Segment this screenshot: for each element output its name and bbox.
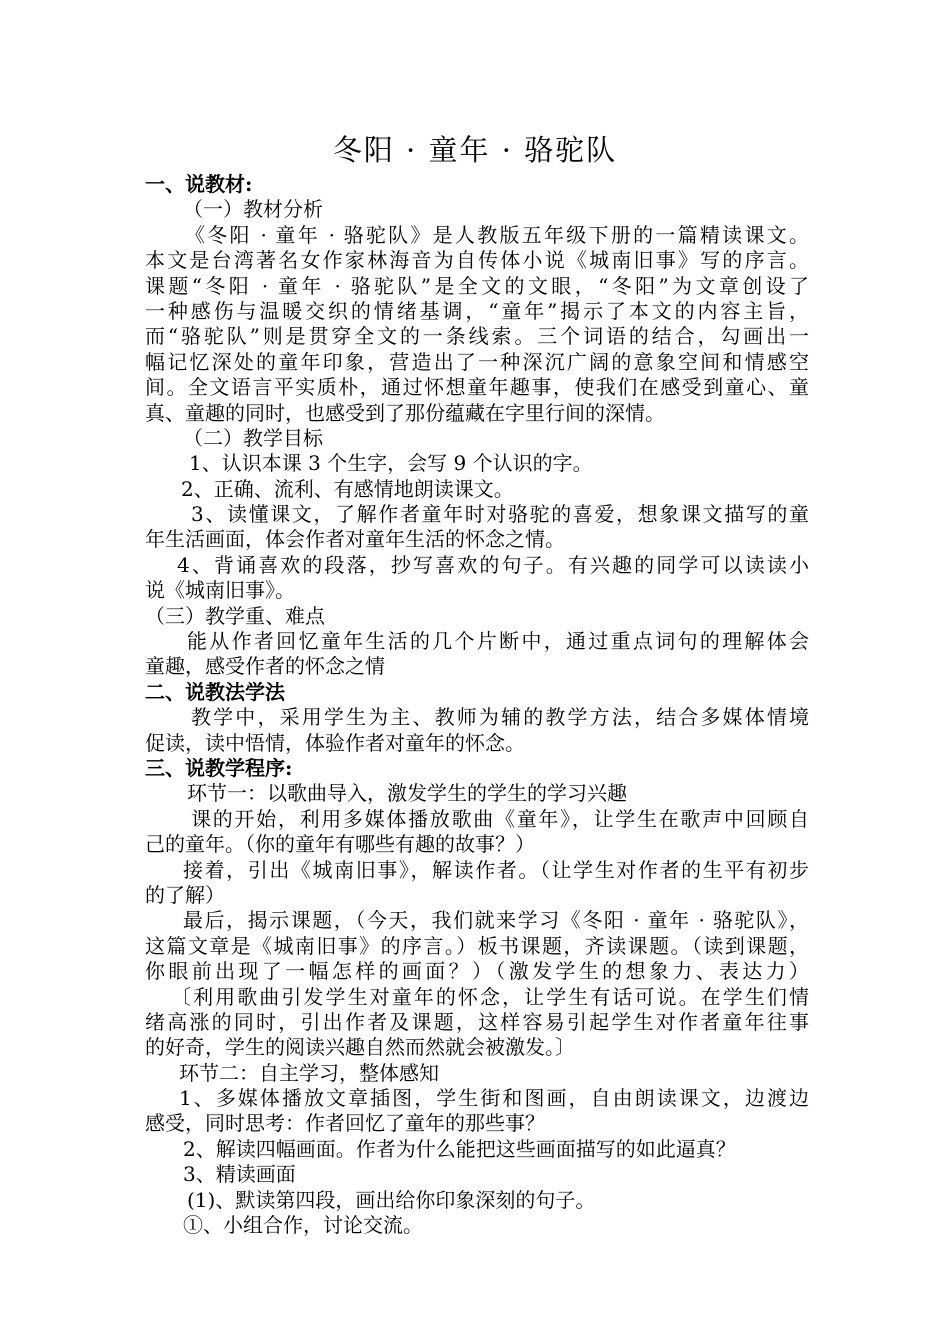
text-line: 课的开始，利用多媒体播放歌曲《童年》，让学生在歌声中回顾自 [191, 806, 809, 831]
text-line: 真、童趣的同时，也感受到了那份蕴藏在字里行间的深情。 [145, 400, 665, 425]
section-heading: 一、说教材: [145, 172, 253, 196]
text-line: 的好奇，学生的阅读兴趣自然而然就会被激发。〕 [145, 1035, 575, 1060]
text-line: 《冬阳 · 童年 · 骆驼队》是人教版五年级下册的一篇精读课文。 [185, 222, 809, 247]
section-heading: 二、说教法学法 [145, 679, 285, 704]
text-line: (1)、默读第四段，画出给你印象深刻的句子。 [187, 1187, 596, 1212]
text-line: 2、正确、流利、有感情地朗读课文。 [181, 476, 514, 501]
text-line: 的了解） [145, 882, 225, 907]
text-line: 一种感伤与温暖交织的情绪基调，“童年”揭示了本文的内容主旨， [145, 298, 809, 323]
text-line: 能从作者回忆童年生活的几个片断中，通过重点词句的理解体会 [187, 629, 809, 654]
text-line: 间。全文语言平实质朴，通过怀想童年趣事，使我们在感受到童心、童 [145, 375, 809, 400]
text-line: 而“骆驼队”则是贯穿全文的一条线索。三个词语的结合，勾画出一 [145, 324, 809, 349]
document-title: 冬阳 · 童年 · 骆驼队 [332, 133, 618, 167]
text-line: 绪高涨的同时，引出作者及课题，这样容易引起学生对作者童年往事 [145, 1009, 809, 1034]
text-line: 本文是台湾著名女作家林海音为自传体小说《城南旧事》写的序言。 [145, 248, 809, 273]
text-line: 环节一：以歌曲导入，激发学生的学生的学习兴趣 [187, 781, 627, 806]
section-heading: 三、说教学程序: [145, 755, 293, 780]
text-line: 1、认识本课 3 个生字，会写 9 个认识的字。 [189, 451, 593, 476]
text-line: 最后，揭示课题，（今天，我们就来学习《冬阳 · 童年 · 骆驼队》， [183, 908, 809, 933]
text-line: （一）教材分析 [183, 197, 323, 222]
text-line: 3、精读画面 [183, 1162, 296, 1187]
text-line: 1、多媒体播放文章插图，学生街和图画，自由朗读课文，边渡边 [179, 1086, 809, 1111]
text-line: 感受，同时思考：作者回忆了童年的那些事？ [145, 1111, 545, 1136]
text-line: 3、读懂课文，了解作者童年时对骆驼的喜爱，想象课文描写的童 [191, 502, 809, 527]
document-body [145, 172, 809, 1238]
text-line: 教学中，采用学生为主、教师为辅的教学方法，结合多媒体情境 [191, 705, 809, 730]
text-line: 童趣，感受作者的怀念之情 [145, 654, 385, 679]
text-line: 你眼前出现了一幅怎样的画面？）（激发学生的想象力、表达力） [145, 959, 809, 984]
text-line: 年生活画面，体会作者对童年生活的怀念之情。 [145, 527, 565, 552]
text-line: ①、小组合作，讨论交流。 [183, 1213, 423, 1238]
text-line: 2、解读四幅画面。作者为什么能把这些画面描写的如此逼真？ [183, 1136, 736, 1161]
text-line: 幅记忆深处的童年印象，营造出了一种深沉广阔的意象空间和情感空 [145, 349, 809, 374]
text-line: 这篇文章是《城南旧事》的序言。）板书课题，齐读课题。（读到课题， [145, 933, 809, 958]
text-line: 说《城南旧事》。 [145, 578, 295, 603]
text-line: （二）教学目标 [183, 425, 323, 450]
text-line: 己的童年。（你的童年有哪些有趣的故事？） [145, 832, 535, 857]
text-line: 促读，读中悟情，体验作者对童年的怀念。 [145, 730, 525, 755]
text-line: 环节二：自主学习，整体感知 [179, 1060, 439, 1085]
text-line: 4、背诵喜欢的段落，抄写喜欢的句子。有兴趣的同学可以读读小 [177, 552, 809, 577]
text-line: （三）教学重、难点 [145, 603, 325, 628]
text-line: 〔利用歌曲引发学生对童年的怀念，让学生有话可说。在学生们情 [171, 984, 809, 1009]
text-line: 课题“冬阳 · 童年 · 骆驼队”是全文的文眼，“冬阳”为文章创设了 [145, 273, 809, 298]
text-line: 接着，引出《城南旧事》，解读作者。（让学生对作者的生平有初步 [183, 857, 809, 882]
